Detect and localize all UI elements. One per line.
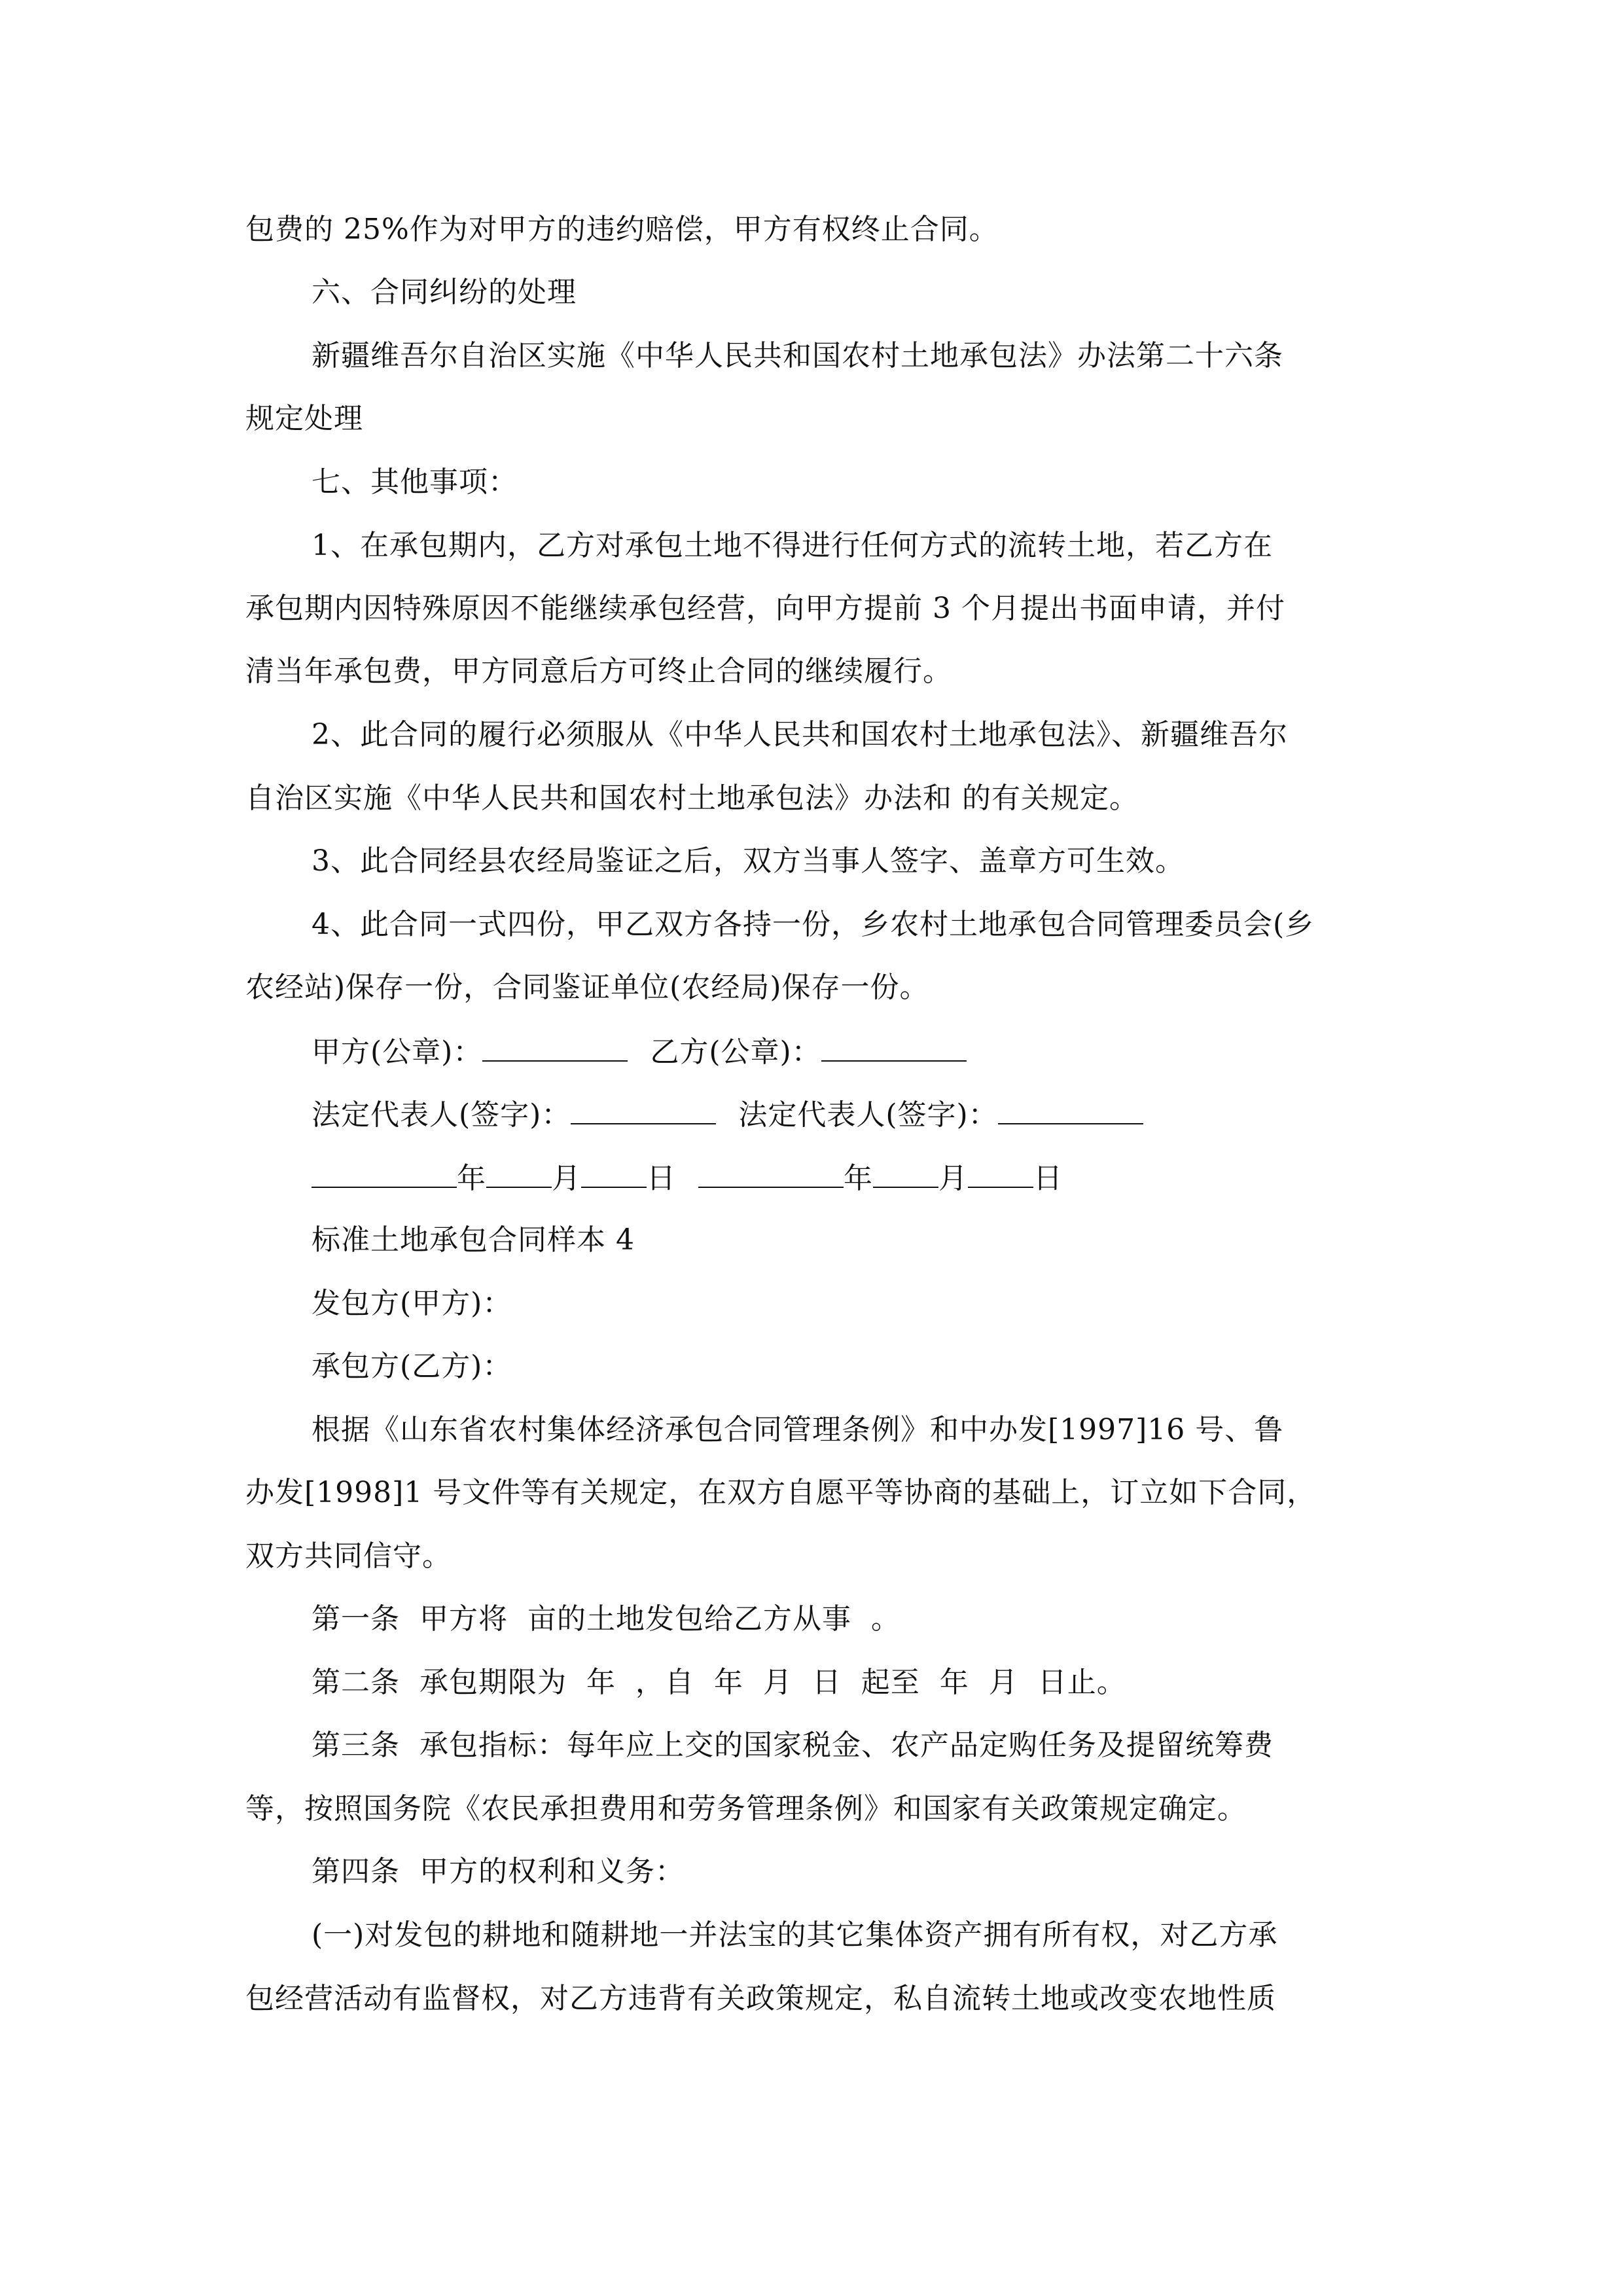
text-line: 等，按照国务院《农民承担费用和劳务管理条例》和国家有关政策规定确定。 <box>245 1792 1247 1825</box>
text-line: 办发[1998]1 号文件等有关规定，在双方自愿平等协商的基础上，订立如下合同， <box>245 1476 1317 1509</box>
party-a-seal-label: 甲方(公章)： <box>312 1035 483 1069</box>
text-line: 包费的 25%作为对甲方的违约赔偿，甲方有权终止合同。 <box>245 213 999 246</box>
day-label: 日 <box>647 1162 676 1195</box>
seal-row <box>312 1031 967 1072</box>
text-line: 自治区实施《中华人民共和国农村土地承包法》办法和 的有关规定。 <box>245 781 1139 815</box>
representative-row <box>312 1094 1143 1135</box>
article-line: 第二条 承包期限为 年 ，自 年 月 日 起至 年 月 日止。 <box>312 1666 1126 1699</box>
document-title: 标准土地承包合同样本 4 <box>312 1223 635 1257</box>
text-line: 承包期内因特殊原因不能继续承包经营，向甲方提前 3 个月提出书面申请，并付 <box>245 592 1285 625</box>
section-heading: 七、其他事项： <box>312 465 518 499</box>
party-a-line: 发包方(甲方)： <box>312 1287 512 1320</box>
year-label: 年 <box>457 1162 486 1195</box>
month-blank <box>873 1158 938 1188</box>
date-row <box>312 1158 1063 1198</box>
party-b-line: 承包方(乙方)： <box>312 1350 512 1383</box>
article-line: 第三条 承包指标：每年应上交的国家税金、农产品定购任务及提留统筹费 <box>312 1729 1274 1762</box>
year-blank <box>312 1158 457 1188</box>
rep-a-blank <box>571 1094 716 1124</box>
year-label: 年 <box>844 1162 873 1195</box>
party-b-seal-label: 乙方(公章)： <box>650 1035 821 1069</box>
day-blank <box>581 1158 647 1188</box>
text-line: 双方共同信守。 <box>245 1539 452 1573</box>
month-label: 月 <box>938 1162 968 1195</box>
text-line: 包经营活动有监督权，对乙方违背有关政策规定，私自流转土地或改变农地性质 <box>245 1982 1276 2015</box>
text-line: 农经站)保存一份，合同鉴证单位(农经局)保存一份。 <box>245 971 929 1004</box>
day-blank <box>968 1158 1033 1188</box>
text-line: 1、在承包期内，乙方对承包土地不得进行任何方式的流转土地，若乙方在 <box>312 529 1273 562</box>
year-blank <box>698 1158 844 1188</box>
article-line: 第四条 甲方的权利和义务： <box>312 1855 685 1888</box>
text-line: (一)对发包的耕地和随耕地一并法宝的其它集体资产拥有所有权，对乙方承 <box>312 1918 1278 1952</box>
day-label: 日 <box>1033 1162 1063 1195</box>
rep-a-label: 法定代表人(签字)： <box>312 1098 571 1132</box>
text-line: 新疆维吾尔自治区实施《中华人民共和国农村土地承包法》办法第二十六条 <box>312 339 1283 372</box>
month-blank <box>486 1158 552 1188</box>
text-line: 4、此合同一式四份，甲乙双方各持一份，乡农村土地承包合同管理委员会(乡 <box>312 908 1315 941</box>
rep-b-blank <box>998 1094 1143 1124</box>
text-line: 2、此合同的履行必须服从《中华人民共和国农村土地承包法》、新疆维吾尔 <box>312 718 1288 751</box>
text-line: 3、此合同经县农经局鉴证之后，双方当事人签字、盖章方可生效。 <box>312 844 1185 878</box>
rep-b-label: 法定代表人(签字)： <box>738 1098 998 1132</box>
month-label: 月 <box>552 1162 581 1195</box>
text-line: 根据《山东省农村集体经济承包合同管理条例》和中办发[1997]16 号、鲁 <box>312 1413 1284 1446</box>
section-heading: 六、合同纠纷的处理 <box>312 276 577 309</box>
party-a-seal-blank <box>482 1031 628 1062</box>
party-b-seal-blank <box>821 1031 967 1062</box>
text-line: 清当年承包费，甲方同意后方可终止合同的继续履行。 <box>245 655 952 688</box>
article-line: 第一条 甲方将 亩的土地发包给乙方从事 。 <box>312 1602 901 1636</box>
text-line: 规定处理 <box>245 402 363 435</box>
